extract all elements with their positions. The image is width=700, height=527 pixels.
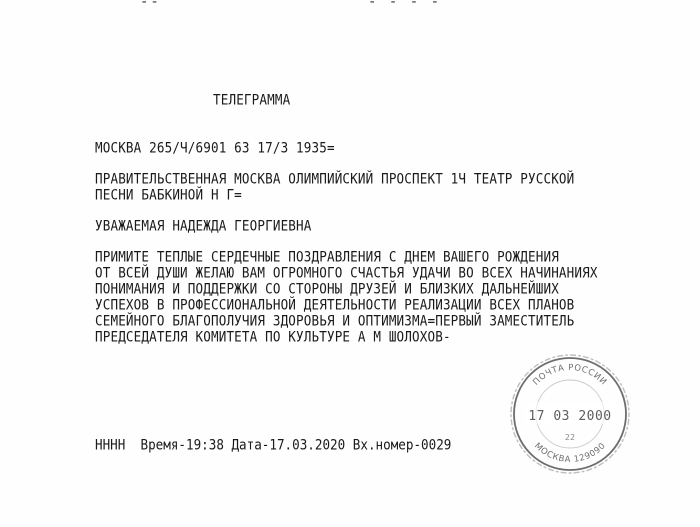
top-mark-center: - - - - [368,0,442,10]
top-edge-marks [0,0,700,8]
stamp-number: 22 [564,433,576,442]
stamp-date: 17 03 2000 [528,409,612,424]
greeting-line: УВАЖАЕМАЯ НАДЕЖДА ГЕОРГИЕВНА [95,217,312,234]
address-line: ПЕСНИ БАБКИНОЙ Н Г= [95,186,242,203]
origin-line: МОСКВА 265/Ч/6901 63 17/3 1935= [95,139,335,156]
body-line: УСПЕХОВ В ПРОФЕССИОНАЛЬНОЙ ДЕЯТЕЛЬНОСТИ РЕАЛИЗАЦИИ ВСЕХ ПЛАНОВ [95,296,575,313]
body-line: ОТ ВСЕЙ ДУШИ ЖЕЛАЮ ВАМ ОГРОМНОГО СЧАСТЬЯ УДАЧИ ВО ВСЕХ НАЧИНАНИЯХ [95,264,598,281]
body-line: СЕМЕЙНОГО БЛАГОПОЛУЧИЯ ЗДОРОВЬЯ И ОПТИМИЗМА=ПЕРВЫЙ ЗАМЕСТИТЕЛЬ [95,312,575,329]
stamp-bottom-text: МОСКВА 129090 [532,441,608,466]
stamp-top-text: ПОЧТА РОССИИ [531,362,609,388]
body-line: ПРЕДСЕДАТЕЛЯ КОМИТЕТА ПО КУЛЬТУРЕ А М ШОЛОХОВ- [95,328,451,345]
top-mark-left: -- [140,0,161,10]
body-line: ПРИМИТЕ ТЕПЛЫЕ СЕРДЕЧНЫЕ ПОЗДРАВЛЕНИЯ С ДНЕМ ВАШЕГО РОЖДЕНИЯ [95,248,559,265]
telegram-title: ТЕЛЕГРАММА [213,91,291,108]
telegram-footer: НННН Время-19:38 Дата-17.03.2020 Вх.номер-0029 [95,436,452,453]
body-line: ПОНИМАНИЯ И ПОДДЕРЖКИ СО СТОРОНЫ ДРУЗЕЙ И БЛИЗКИХ ДАЛЬНЕЙШИХ [95,280,559,297]
address-line: ПРАВИТЕЛЬСТВЕННАЯ МОСКВА ОЛИМПИЙСКИЙ ПРОСПЕКТ 1Ч ТЕАТР РУССКОЙ [95,170,575,187]
postmark-stamp [508,352,632,476]
